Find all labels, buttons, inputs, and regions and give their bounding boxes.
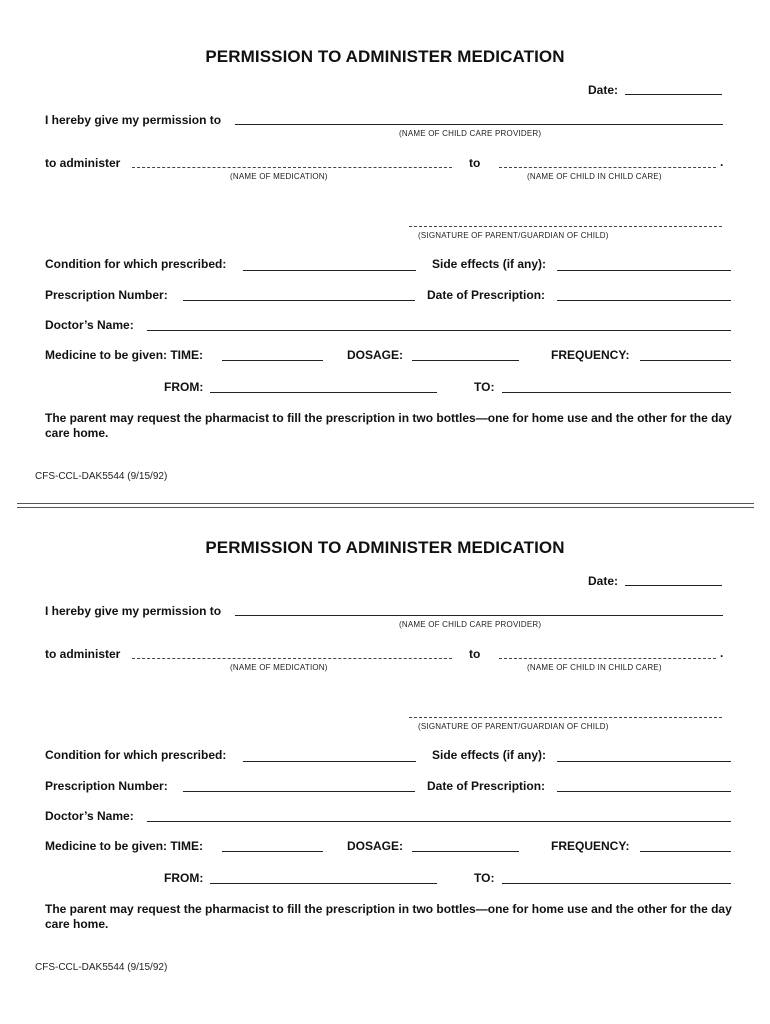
date-label: Date: (588, 574, 619, 588)
medication-caption: (NAME OF MEDICATION) (230, 663, 328, 672)
permission-label: I hereby give my permission to (45, 604, 222, 618)
medicine-time-label: Medicine to be given: TIME: (45, 839, 204, 853)
medication-caption: (NAME OF MEDICATION) (230, 172, 328, 181)
doctor-name-label: Doctor’s Name: (45, 809, 134, 823)
condition-field[interactable] (243, 270, 416, 271)
to-date-label: TO: (474, 380, 495, 394)
doctor-name-field[interactable] (147, 821, 731, 822)
frequency-label: FREQUENCY: (551, 348, 630, 362)
date-label: Date: (588, 83, 619, 97)
prescription-number-field[interactable] (183, 791, 415, 792)
provider-caption: (NAME OF CHILD CARE PROVIDER) (399, 620, 542, 629)
prescription-number-label: Prescription Number: (45, 779, 168, 793)
form-code: CFS-CCL-DAK5544 (9/15/92) (35, 471, 168, 482)
provider-caption: (NAME OF CHILD CARE PROVIDER) (399, 129, 542, 138)
time-field[interactable] (222, 360, 323, 361)
prescription-date-label: Date of Prescription: (427, 779, 546, 793)
doctor-name-field[interactable] (147, 330, 731, 331)
prescription-date-field[interactable] (557, 300, 731, 301)
child-name-field[interactable] (499, 167, 716, 168)
medication-permission-form-2 (0, 491, 770, 991)
form-title: PERMISSION TO ADMINISTER MEDICATION (205, 47, 565, 66)
prescription-date-field[interactable] (557, 791, 731, 792)
dosage-field[interactable] (412, 851, 519, 852)
date-field[interactable] (625, 585, 722, 586)
medication-name-field[interactable] (132, 167, 452, 168)
from-date-field[interactable] (210, 392, 437, 393)
period-mark: . (720, 155, 724, 169)
to-date-label: TO: (474, 871, 495, 885)
child-name-field[interactable] (499, 658, 716, 659)
frequency-label: FREQUENCY: (551, 839, 630, 853)
condition-label: Condition for which prescribed: (45, 748, 227, 762)
date-field[interactable] (625, 94, 722, 95)
from-label: FROM: (164, 871, 204, 885)
child-care-provider-field[interactable] (235, 124, 723, 125)
administer-label: to administer (45, 156, 121, 170)
dosage-field[interactable] (412, 360, 519, 361)
dosage-label: DOSAGE: (347, 348, 404, 362)
condition-field[interactable] (243, 761, 416, 762)
child-caption: (NAME OF CHILD IN CHILD CARE) (527, 172, 662, 181)
side-effects-label: Side effects (if any): (432, 748, 547, 762)
to-date-field[interactable] (502, 883, 731, 884)
from-date-field[interactable] (210, 883, 437, 884)
pharmacist-note: The parent may request the pharmacist to fill the prescription in two bottles—one for home use and the other for the day care home. (45, 411, 732, 440)
dosage-label: DOSAGE: (347, 839, 404, 853)
form-title: PERMISSION TO ADMINISTER MEDICATION (205, 538, 565, 557)
form-code: CFS-CCL-DAK5544 (9/15/92) (35, 962, 168, 973)
parent-signature-field[interactable] (409, 226, 722, 227)
child-caption: (NAME OF CHILD IN CHILD CARE) (527, 663, 662, 672)
period-mark: . (720, 646, 724, 660)
to-label: to (469, 647, 481, 661)
from-label: FROM: (164, 380, 204, 394)
parent-signature-field[interactable] (409, 717, 722, 718)
child-care-provider-field[interactable] (235, 615, 723, 616)
signature-caption: (SIGNATURE OF PARENT/GUARDIAN OF CHILD) (418, 231, 609, 240)
side-effects-label: Side effects (if any): (432, 257, 547, 271)
to-label: to (469, 156, 481, 170)
medication-permission-form-1 (0, 0, 770, 500)
to-date-field[interactable] (502, 392, 731, 393)
permission-label: I hereby give my permission to (45, 113, 222, 127)
prescription-number-field[interactable] (183, 300, 415, 301)
doctor-name-label: Doctor’s Name: (45, 318, 134, 332)
prescription-number-label: Prescription Number: (45, 288, 168, 302)
side-effects-field[interactable] (557, 761, 731, 762)
side-effects-field[interactable] (557, 270, 731, 271)
pharmacist-note: The parent may request the pharmacist to fill the prescription in two bottles—one for home use and the other for the day care home. (45, 902, 732, 931)
medicine-time-label: Medicine to be given: TIME: (45, 348, 204, 362)
signature-caption: (SIGNATURE OF PARENT/GUARDIAN OF CHILD) (418, 722, 609, 731)
administer-label: to administer (45, 647, 121, 661)
time-field[interactable] (222, 851, 323, 852)
medication-name-field[interactable] (132, 658, 452, 659)
prescription-date-label: Date of Prescription: (427, 288, 546, 302)
frequency-field[interactable] (640, 851, 731, 852)
condition-label: Condition for which prescribed: (45, 257, 227, 271)
frequency-field[interactable] (640, 360, 731, 361)
